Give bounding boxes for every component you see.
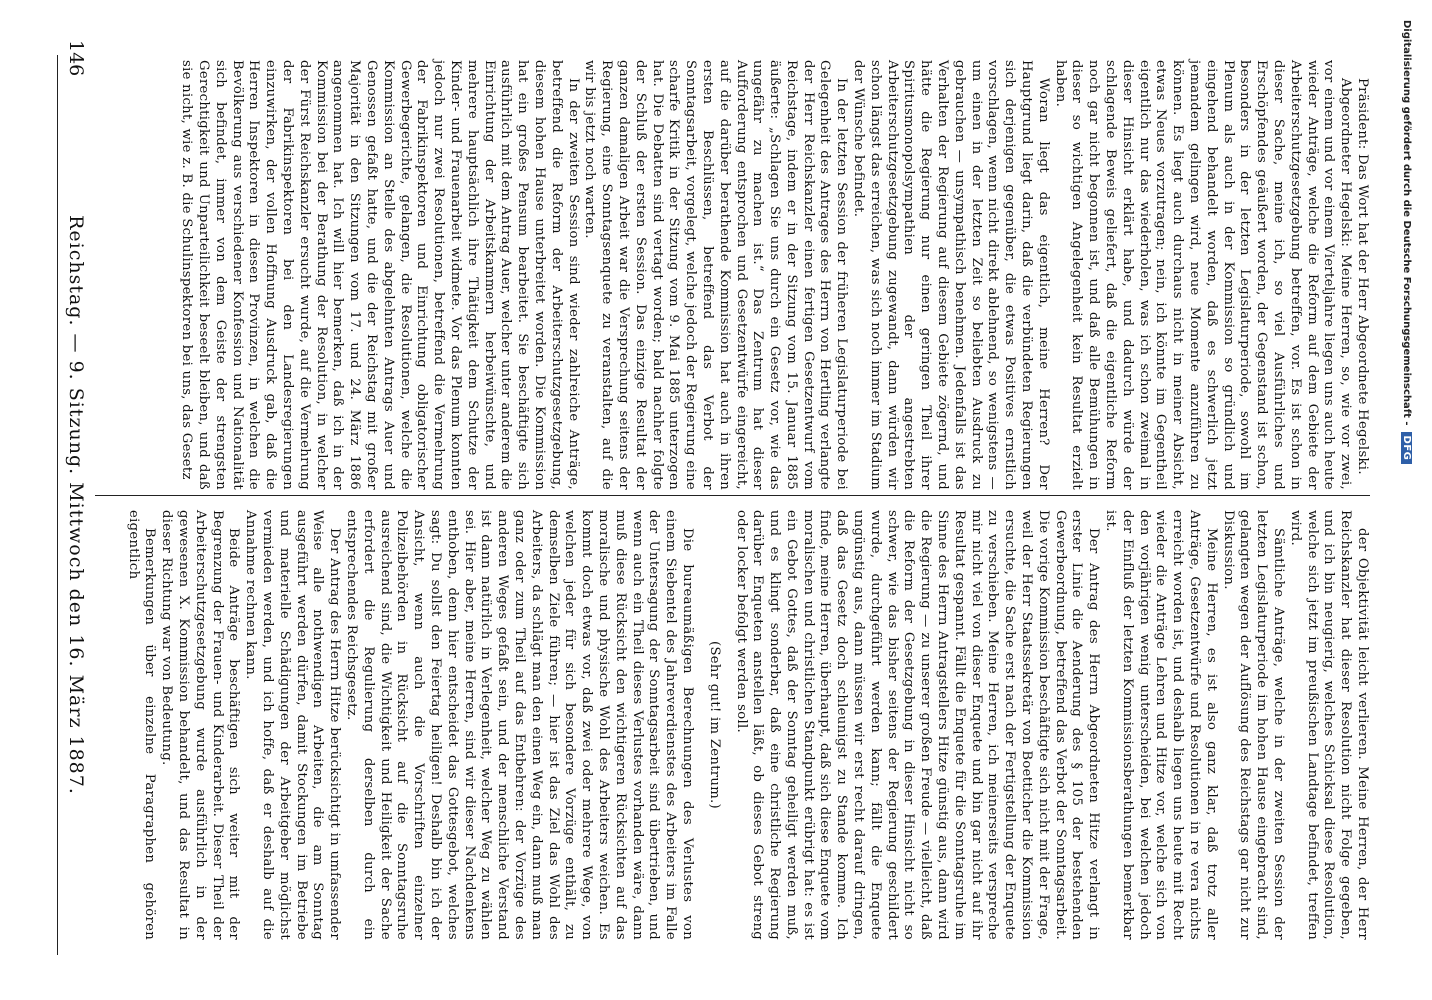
paragraph: Beide Anträge beschäftigen sich weiter mit der Begrenzung der Frauen- und Kinderarbeit. Dieser Theil der Arbeiterschutzgesetzgebung wurde ausführlich in der gewesenen X. Kommission behandelt, und das Resultat in dieser Richtung war von Bedeutung. (159, 510, 242, 940)
paragraph: Abgeordneter Hegelski: Meine Herren, so, wie vor zwei, vor einem und vor einem Vierteljahre liegen uns auch heute wieder Anträge, welche die Reform auf dem Gebiete der Arbeiterschutzgesetzgebung betreffen, vor. Es ist schon in dieser Sache, meine ich, so viel Ausführliches und Erschöpfendes geäußert worden, der Gegenstand ist schon, besonders in der letzten Legislaturperiode, sowohl im Plenum als auch in der Kommission so gründlich und eingehend behandelt worden, daß es schwerlich jetzt jemandem gelingen wird, neue Momente anzuführen zu können. Es liegt auch durchaus nicht in meiner Absicht, etwas Neues vorzutragen; nein, ich könnte im Gegentheil eigentlich nur das wiederholen, was ich schon zweimal in dieser Hinsicht erklärt habe, und dadurch würde der schlagende Beweis geliefert, daß die eigentliche Reform noch gar nicht begonnen ist, und daß alle Bemühungen in dieser so wichtigen Angelegenheit kein Resultat erzielt haben. (1052, 60, 1354, 490)
paragraph: Präsident: Das Wort hat der Herr Abgeordnete Hegelski. (1355, 78, 1370, 475)
paragraph: Woran liegt das eigentlich, meine Herren? Der Hauptgrund liegt darin, daß die verbündeten Regierungen sich derjenigen gegenüber, die etwas Positives ernstlich vorschlagen, wenn nicht direkt ablehnend, so wenigstens — um einen in der letzten Zeit so beliebten Ausdruck zu gebrauchen — unsympathisch benehmen. Jedenfalls ist das Verhalten der Regierung auf diesem Gebiete zögernd, und hätte die Regierung nur einen geringen Theil ihrer Spiritusmonopolsympathien der angestrebten Arbeiterschutzgesetzgebung zugewandt, dann würden wir schon längst das erreichen, was sich noch immer im Stadium der Wünsche befindet. (851, 60, 1051, 490)
left-column (100, 60, 1370, 490)
paragraph: Sämtliche Anträge, welche in der zweiten Session der letzten Legislaturperiode im hohen Hause eingebracht sind, gelangten wegen der Auflösung des Reichstags gar nicht zur Diskussion. (1220, 510, 1287, 940)
paragraph: In der zweiten Session sind wieder zahlreiche Anträge, betreffend die Reform der Arbeiterschutzgesetzgebung, diesem hohen Hause unterbreitet worden. Die Kommission hat ein großes Pensum bearbeitet. Sie beschäftigte sich ausführlich mit dem Antrag Auer, welcher unter anderem die Einrichtung der Arbeitskammern herbeiwünschte, und mehrere hauptsächlich ihre Thätigkeit dem Schutze der Kinder- und Frauenarbeit widmete. Vor das Plenum konnten jedoch nur zwei Resolutionen, betreffend die Vermehrung der Fabrikinspektoren und Einrichtung obligatorischer Gewerbegerichte, gelangen, die Resolutionen, welche die Kommission an Stelle des abgelehnten Antrags Auer und Genossen gefaßt hatte, und die der Reichstag mit großer Majorität in den Sitzungen vom 17. und 24. März 1886 angenommen hat. Ich will hier bemerken, daß ich in der Kommission bei der Berathung der Resolution, in welcher der Fürst Reichskanzler ersucht wurde, auf die Vermehrung der Fabrikinspektoren bei den Landesregierungen einzuwirken, der vollen Hoffnung Ausdruck gab, daß die Herren Inspektoren in diesen Provinzen, in welchen die Bevölkerung aus verschiedener Konfession und Nationalität sich befindet, immer von dem Geiste der strengsten Gerechtigkeit und Unparteilichkeit beseelt bleiben, und daß sie nicht, wie z. B. die Schulinspektoren bei uns, das Gesetz (179, 60, 581, 490)
column-divider (95, 495, 1370, 496)
paragraph: Bemerkungen über einzelne Paragraphen gehören eigentlich (125, 510, 158, 940)
header-rule (57, 55, 58, 955)
paragraph: In der letzten Session der früheren Legislaturperiode bei Gelegenheit des Antrages des Herrn von Hertling verlangte der Herr Reichskanzler einen fertigen Gesetzentwurf vom Reichstage, indem er in der Sitzung vom 15. Januar 1885 äußerte: „Schlagen Sie uns durch ein Gesetz vor, wie das ungefähr zu machen ist.“ Das Zentrum hat dieser Aufforderung entsprochen und Gesetzentwürfe eingereicht, auf die darüber berathende Kommission hat auch in ihren ersten Beschlüssen, betreffend das Verbot der Sonntagsarbeit, vorgelegt, welche jedoch der Regierung eine scharfe Kritik in der Sitzung vom 9. Mai 1885 unterzogen hat. Die Debatten sind vertagt worden; bald nachher folgte der Schluß der ersten Session. Das einzige Resultat der ganzen damaligen Arbeit war die Versprechung seitens der Regierung, eine Sonntagsenquete zu veranstalten, auf die wir bis jetzt noch warten. (582, 60, 850, 490)
running-title: Reichstag. — 9. Sitzung. Mittwoch den 16. März 1887. (65, 215, 87, 795)
right-column (100, 510, 1370, 940)
paragraph: der Objektivität leicht verlieren. Meine Herren, der Herr Reichskanzler hat dieser Resolution nicht Folge gegeben, und ich bin neugierig, welches Schicksal diese Resolution, welche sich jetzt im preußischen Landtage befindet, treffen wird. (1287, 510, 1370, 940)
interjection: (Sehr gut! im Zentrum.) (706, 641, 722, 809)
page-number: 146 (65, 40, 87, 77)
paragraph: Die bureaumäßigen Berechnungen des Verlustes von einem Siebentel des Jahreverdienstes des Arbeiters im Falle der Untersagung der Sonntagsarbeit sind übertrieben, und wenn auch ein Theil dieses Verlustes vorhanden wäre, dann muß diese Rücksicht den wichtigeren Rücksichten auf das moralische und physische Wohl des Arbeiters weichen. Es kommt doch etwas vor, daß zwei oder mehrere Wege, von welchen jeder für sich besondere Vorzüge enthält, zu demselben Ziele führen; — hier ist das Ziel das Wohl des Arbeiters, da schlägt man den einen Weg ein, dann muß man ganz oder zum Theil auf das Entbehren: der Vorzüge des anderen Weges gefaßt sein, und der menschliche Verstand ist dann natürlich in Verlegenheit, welcher Weg zu wählen sei. Hier aber, meine Herren, sind wir dieser Nachdenkens enthoben, denn hier entscheidet das Gottesgebot, welches sagt: Du sollst den Feiertag heiligen! Deshalb bin ich der Ansicht, wenn auch die Vorschriften einzelner Polizeibehörden in Rücksicht auf die Sonntagsruhe ausreichend sind, die Wichtigkeit und Heiligkeit der Sache erfordert die Regulierung derselben durch ein entsprechendes Reichsgesetz. (343, 510, 695, 940)
digitization-credit (1396, 20, 1412, 980)
paragraph: Der Antrag des Herrn Abgeordneten Hitze verlangt in erster Linie die Aenderung des § 105 der bestehenden Gewerbeordnung, betreffend das Verbot der Sonntagsarbeit. Die vorige Kommission beschäftigte sich nicht mit der Frage, weil der Herr Staatssekretär von Boetticher die Kommission ersuchte, die Sache erst nach der Fertigstellung der Enquete zu verschieben. Meine Herren, ich meinerseits verspreche mir nicht viel von dieser Enquete und bin gar nicht auf ihr Resultat gespannt. Fällt die Enquete für die Sonntagsruhe im Sinne des Herrn Antragstellers Hitze günstig aus, dann wird die Regierung — zu unserer großen Freude — vielleicht, daß die Reform der Gesetzgebung in dieser Hinsicht nicht so schwer, wie das bisher seitens der Regierung geschildert wurde, durchgeführt werden kann; fällt die Enquete ungünstig aus, dann müssen wir erst recht darauf dringen, daß das Gesetz doch schleunigst zu Stande komme. Ich finde, meine Herren, überhaupt, daß sich diese Enquete vom moralischen und christlichen Standpunkt erübrigt hat: es ist ein Gebot Gottes, daß der Sonntag geheiligt werden muß, und es klingt sonderbar, daß eine christliche Regierung darüber Enqueten anstellen läßt, ob dieses Gebot streng oder locker befolgt werden soll. (733, 510, 1102, 940)
paragraph: Meine Herren, es ist also ganz klar, daß trotz aller Anträge, Gesetzentwürfe und Resolutionen in re vera nichts erreicht worden ist, und deshalb liegen uns heute mit Recht wieder die Anträge Lehren und Hitze vor, welche sich von den vorjährigen wenig unterscheiden, bei welchen jedoch der Einfluß der letzten Kommissionsberathungen bemerkbar ist. (1103, 510, 1219, 940)
dfg-logo: DFG (1401, 432, 1412, 465)
paragraph: Der Antrag des Herrn Hitze berücksichtigt in umfassender Weise alle nothwendigen Arbeiten, die am Sonntag ausgeführt werden dürfen, damit Stockungen im Betriebe und materielle Schädigungen der Arbeitgeber möglichst vermieden werden, und ich hoffe, daß er deshalb auf die Annahme rechnen kann. (243, 510, 343, 940)
page-header (55, 40, 95, 970)
credit-text: Digitalisierung gefördert durch die Deutsche Forschungsgemeinschaft - (1401, 20, 1412, 426)
